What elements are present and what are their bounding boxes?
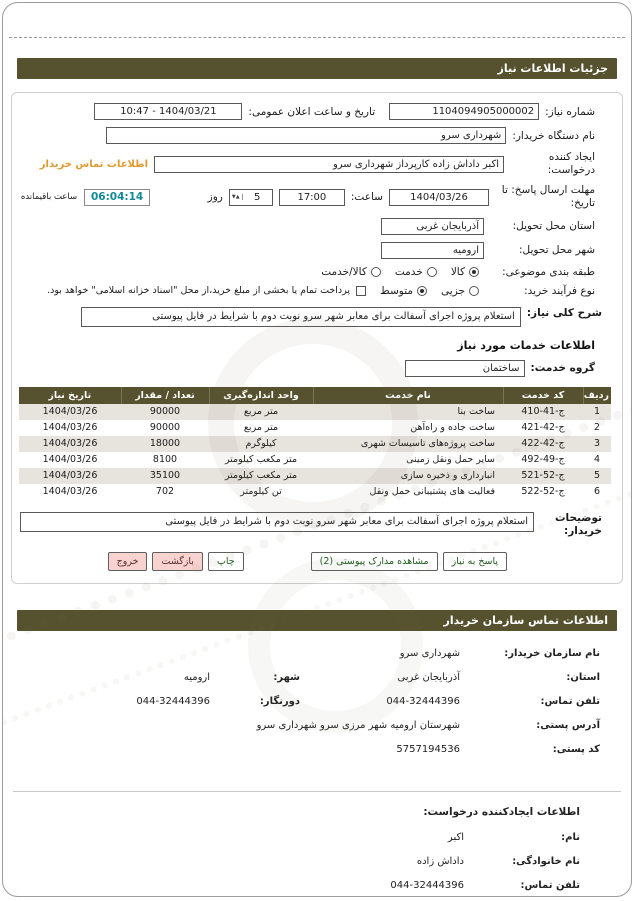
row-buyer-org <box>12 127 622 144</box>
table-cell: 35100 <box>121 468 209 484</box>
column-header: واحد اندازه‌گیری <box>209 387 313 404</box>
table-row <box>19 468 611 484</box>
table-cell: کیلوگرم <box>209 436 313 452</box>
table-cell: متر مکعب کیلومتر <box>224 454 298 465</box>
creator-row-last-name <box>13 855 580 869</box>
table-cell: فعالیت های پشتیبانی حمل ونقل <box>369 486 495 497</box>
radio-goods-service-label: کالا/خدمت <box>321 265 367 278</box>
buyer-contact-link[interactable]: اطلاعات تماس خریدار <box>39 158 148 170</box>
delivery-province-label: استان محل تحویل: <box>512 220 595 232</box>
request-creator-field[interactable]: اکبر داداش زاده کارپرداز شهرداری سرو <box>154 156 504 173</box>
org-name-value: شهرداری سرو <box>399 647 460 659</box>
contact-row-postal <box>13 743 600 757</box>
services-section-title: اطلاعات خدمات مورد نیاز <box>457 338 595 352</box>
remaining-time-value: 06:04:14 <box>84 189 150 206</box>
days-stepper[interactable] <box>229 189 273 206</box>
deadline-hour-label: ساعت: <box>350 191 383 204</box>
creator-row-phone <box>13 879 580 893</box>
row-buyer-notes <box>12 512 622 538</box>
contact-row-province-city <box>13 671 600 685</box>
table-row <box>19 452 611 468</box>
table-cell: ساخت جاده و راه‌آهن <box>410 422 495 433</box>
contact-province-value: آذربایجان غربی <box>397 671 460 683</box>
services-table <box>19 387 611 500</box>
table-cell: 6 <box>593 486 601 497</box>
delivery-city-label: شهر محل تحویل: <box>519 244 595 256</box>
request-creator-info <box>3 792 631 893</box>
table-cell: 18000 <box>121 436 209 452</box>
announce-datetime-label: تاریخ و ساعت اعلان عمومی: <box>248 105 376 118</box>
stepper-arrows-icon[interactable]: ▲▼ <box>230 194 243 200</box>
radio-service-label: خدمت <box>394 265 423 278</box>
need-number-field[interactable]: 1104094905000002 <box>389 103 539 120</box>
remaining-time-label: ساعت باقیمانده <box>20 192 78 203</box>
table-cell: 1404/03/26 <box>19 436 121 452</box>
table-row <box>19 420 611 436</box>
buyer-org-label: نام دستگاه خریدار: <box>512 129 595 142</box>
page <box>2 2 632 897</box>
first-name-value: اکبر <box>447 831 464 843</box>
table-cell: انبارداری و ذخیره سازی <box>313 468 503 484</box>
radio-medium-label: متوسط <box>380 284 414 297</box>
radio-option-goods-service[interactable] <box>321 266 381 278</box>
table-cell: 3 <box>583 436 611 452</box>
action-buttons <box>12 552 622 571</box>
table-cell: 1404/03/26 <box>42 422 98 433</box>
radio-option-goods[interactable] <box>451 266 479 278</box>
table-cell: 90000 <box>149 422 181 433</box>
view-attachments-button[interactable]: مشاهده مدارک پیوستی (2) <box>311 552 438 571</box>
radio-goods-icon[interactable] <box>469 267 479 277</box>
row-need-number <box>12 103 622 120</box>
back-button[interactable]: بازگشت <box>152 552 202 571</box>
table-cell: 2 <box>593 422 601 433</box>
services-table-head-row <box>19 387 611 404</box>
contact-fax-value: 044-32444396 <box>136 695 210 707</box>
buyer-org-field[interactable]: شهرداری سرو <box>106 127 506 144</box>
days-unit-label: روز <box>207 191 223 204</box>
column-header: تعداد / مقدار <box>121 387 209 404</box>
classification-label: طبقه بندی موضوعی: <box>502 265 595 278</box>
table-cell: 1404/03/26 <box>42 486 98 497</box>
radio-minor-icon[interactable] <box>469 286 479 296</box>
table-cell: سایر حمل ونقل زمینی <box>406 454 495 465</box>
table-cell: 1 <box>583 404 611 420</box>
treasury-checkbox[interactable] <box>356 286 366 296</box>
creator-section-title: اطلاعات ایجادکننده درخواست: <box>423 805 580 818</box>
process-type-label: نوع فرآیند خرید: <box>524 284 595 297</box>
radio-goods-label: کالا <box>450 265 465 278</box>
days-value: 5 <box>254 191 261 203</box>
column-header: ردیف <box>583 387 611 404</box>
treasury-note: پرداخت تمام یا بخشی از مبلغ خرید،از محل "اسناد خزانه اسلامی" خواهد بود. <box>47 285 351 296</box>
creator-phone-label: تلفن تماس: <box>520 879 580 891</box>
row-service-group <box>12 360 622 377</box>
table-cell: 1404/03/26 <box>42 454 98 465</box>
buyer-notes-field[interactable]: استعلام پروژه اجرای آسفالت برای معابر شهر سرو نوبت دوم با شرایط در فایل پیوستی <box>20 512 534 532</box>
row-deadline <box>12 184 622 210</box>
section-title: اطلاعات تماس سازمان خریدار <box>443 613 608 627</box>
table-cell: 90000 <box>121 404 209 420</box>
table-cell: 1404/03/26 <box>19 468 121 484</box>
contact-fax-label: دورنگار: <box>259 695 300 707</box>
services-table-body <box>19 404 611 500</box>
contact-province-label: استان: <box>566 671 600 683</box>
row-request-creator <box>12 151 622 177</box>
table-cell: 702 <box>155 486 175 497</box>
table-cell: ج-52-521 <box>503 468 583 484</box>
row-process-type <box>12 285 622 297</box>
contact-row-address <box>13 719 600 733</box>
delivery-city-field[interactable]: ارومیه <box>381 242 484 259</box>
contact-address-label: آدرس پستی: <box>536 719 600 731</box>
contact-address-value: شهرستان ارومیه شهر مرزی سرو شهرداری سرو <box>256 719 460 731</box>
respond-button[interactable]: پاسخ به نیاز <box>443 552 507 571</box>
announce-datetime-field[interactable]: 1404/03/21 - 10:47 <box>94 103 242 120</box>
delivery-province-field[interactable]: آذربایجان غربی <box>381 218 484 235</box>
buyer-notes-label: توضیحات خریدار: <box>554 511 602 537</box>
need-description-field[interactable]: استعلام پروژه اجرای آسفالت برای معابر شهر سرو نوبت دوم با شرایط در فایل پیوستی <box>81 307 521 327</box>
column-header: نام خدمت <box>313 387 503 404</box>
table-cell: ج-42-421 <box>521 422 565 433</box>
exit-button[interactable]: خروج <box>108 552 148 571</box>
contact-row-org <box>13 647 600 661</box>
row-delivery-city <box>12 242 622 259</box>
contact-postal-label: کد پستی: <box>552 743 600 755</box>
creator-phone-value: 044-32444396 <box>390 879 464 891</box>
radio-minor-label: جزیی <box>441 284 465 297</box>
table-cell: متر مربع <box>243 422 279 433</box>
radio-service-icon[interactable] <box>427 267 437 277</box>
column-header: کد خدمت <box>503 387 583 404</box>
print-button[interactable]: چاپ <box>208 552 244 571</box>
contact-phone-label: تلفن تماس: <box>540 695 600 707</box>
first-name-label: نام: <box>561 831 580 843</box>
section-header-need-details <box>17 58 617 79</box>
section-title: جزئیات اطلاعات نیاز <box>497 62 608 75</box>
need-number-label: شماره نیاز: <box>545 105 595 118</box>
buyer-contact-info <box>3 631 631 757</box>
table-cell: تن کیلومتر <box>240 486 282 497</box>
last-name-value: داداش زاده <box>416 855 464 867</box>
contact-city-label: شهر: <box>273 671 300 683</box>
table-cell: متر مربع <box>209 404 313 420</box>
table-cell: 4 <box>593 454 601 465</box>
radio-option-medium[interactable] <box>380 285 427 297</box>
creator-row-first-name <box>13 831 580 845</box>
radio-medium-icon[interactable] <box>417 286 427 296</box>
table-cell: ج-52-522 <box>521 486 565 497</box>
service-group-field[interactable]: ساختمان <box>405 360 525 377</box>
need-description-label: شرح کلی نیاز: <box>526 306 602 319</box>
top-dotted-divider <box>9 37 625 38</box>
request-creator-label: ایجاد کننده درخواست: <box>547 151 595 177</box>
contact-row-phone-fax <box>13 695 600 709</box>
deadline-time-field[interactable]: 17:00 <box>279 189 345 206</box>
deadline-label: مهلت ارسال پاسخ: تا تاریخ: <box>501 184 595 210</box>
service-group-label: گروه خدمت: <box>530 362 595 374</box>
table-row <box>19 436 611 452</box>
row-classification <box>12 266 622 278</box>
table-cell: ج-42-422 <box>503 436 583 452</box>
column-header: تاریخ نیاز <box>19 387 121 404</box>
radio-option-service[interactable] <box>395 266 437 278</box>
table-cell: 5 <box>583 468 611 484</box>
section-header-buyer-contact <box>17 610 617 631</box>
need-details-form <box>11 92 623 584</box>
radio-option-minor[interactable] <box>441 285 479 297</box>
table-row <box>19 484 611 500</box>
table-cell: ج-49-492 <box>521 454 565 465</box>
table-cell: ساخت بنا <box>313 404 503 420</box>
deadline-date-field[interactable]: 1404/03/26 <box>389 189 489 206</box>
contact-postal-value: 5757194536 <box>396 743 460 755</box>
row-need-description <box>12 307 622 327</box>
table-cell: 1404/03/26 <box>19 404 121 420</box>
contact-phone-value: 044-32444396 <box>386 695 460 707</box>
table-cell: متر مکعب کیلومتر <box>209 468 313 484</box>
table-cell: ج-41-410 <box>503 404 583 420</box>
table-row <box>19 404 611 420</box>
row-delivery-province <box>12 218 622 235</box>
table-cell: 8100 <box>152 454 178 465</box>
org-name-label: نام سازمان خریدار: <box>504 647 600 659</box>
radio-goods-service-icon[interactable] <box>371 267 381 277</box>
contact-city-value: ارومیه <box>183 671 210 683</box>
table-cell: ساخت پروژه‌های تاسیسات شهری <box>313 436 503 452</box>
last-name-label: نام خانوادگی: <box>512 855 580 867</box>
